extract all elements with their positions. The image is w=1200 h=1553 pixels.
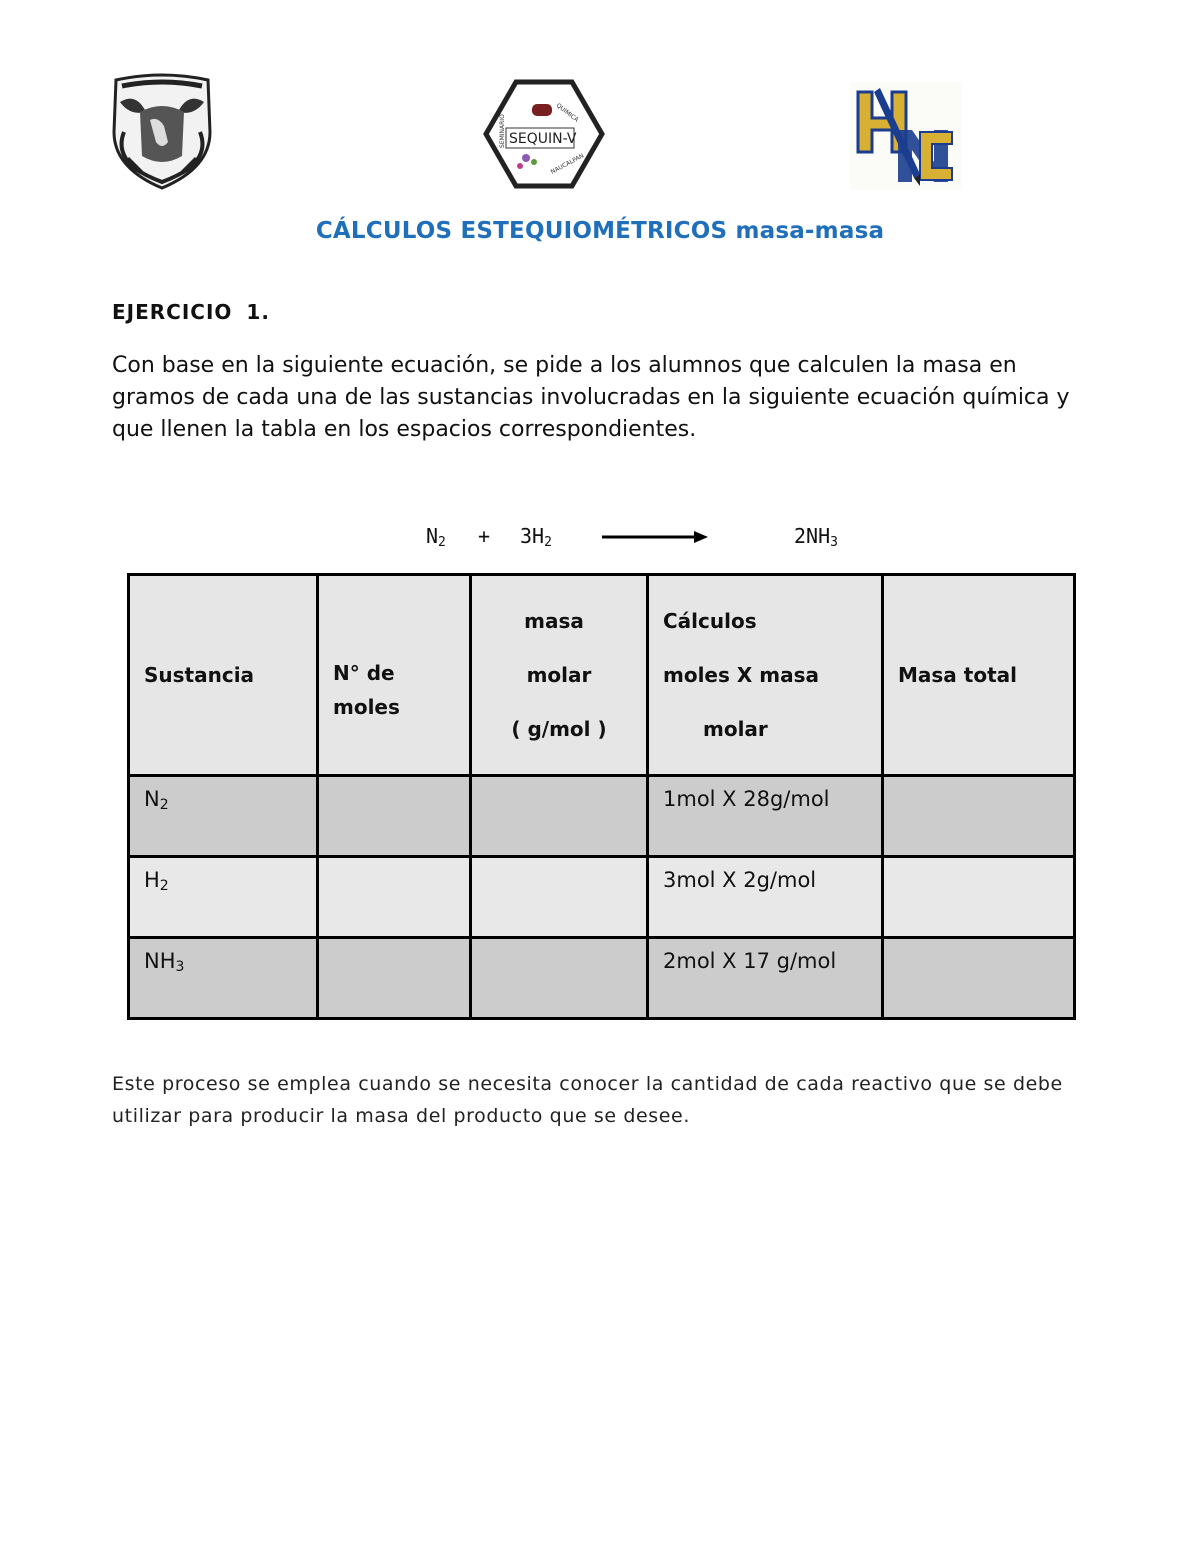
document-title: CÁLCULOS ESTEQUIOMÉTRICOS masa-masa: [315, 218, 885, 244]
exercise-label: EJERCICIO: [112, 300, 233, 324]
hnc-logo: [850, 82, 962, 190]
cell-masa-total-input[interactable]: [883, 938, 1075, 1019]
cell-sustancia: $N_2$: [129, 776, 318, 857]
cell-calculo: 1mol X 28g/mol: [648, 776, 883, 857]
stoichiometry-table: [127, 573, 1076, 1020]
header-masa-total: Masa total: [883, 575, 1075, 776]
equation-plus: +: [478, 524, 491, 548]
equation-reactant-2: $3H_2$: [520, 524, 552, 550]
cell-sustancia: $NH_3$: [129, 938, 318, 1019]
cell-masa-molar-input[interactable]: [471, 776, 648, 857]
cell-masa-molar-input[interactable]: [471, 938, 648, 1019]
equation-reactant-1: $N_2$: [426, 524, 446, 550]
footer-paragraph: Este proceso se emplea cuando se necesita conocer la cantidad de cada reactivo que se debe utilizar para producir la masa del producto que se desee.: [112, 1073, 1063, 1127]
table-header-row: [129, 575, 1075, 776]
cell-masa-total-input[interactable]: [883, 857, 1075, 938]
equation-product: $2NH_3$: [794, 524, 838, 550]
svg-text:QUIMICA: QUIMICA: [554, 102, 580, 124]
table-row: [129, 857, 1075, 938]
svg-text:NAUCALPAN: NAUCALPAN: [549, 152, 586, 176]
svg-text:SEMINARIO: SEMINARIO: [499, 114, 506, 148]
header-calculos: Cálculos moles X masa molar: [648, 575, 883, 776]
header-sustancia: Sustancia: [129, 575, 318, 776]
svg-text:SEQUIN-V: SEQUIN-V: [509, 131, 577, 147]
instructions-paragraph: Con base en la siguiente ecuación, se pide a los alumnos que calculen la masa en gramos de cada una de las sustancias involucradas en la siguiente ecuación química y que llenen la tabla en los espacios correspondientes.: [112, 353, 1070, 442]
cell-moles-input[interactable]: [318, 857, 471, 938]
cell-calculo: 2mol X 17 g/mol: [648, 938, 883, 1019]
cell-moles-input[interactable]: [318, 776, 471, 857]
unam-seal-logo: [106, 72, 218, 190]
table-row: [129, 776, 1075, 857]
exercise-heading: [112, 300, 270, 324]
exercise-number: 1.: [246, 300, 270, 324]
sequin-v-logo: [482, 78, 606, 190]
table-row: [129, 938, 1075, 1019]
cell-calculo: 3mol X 2g/mol: [648, 857, 883, 938]
reaction-arrow-icon: [602, 526, 710, 550]
cell-moles-input[interactable]: [318, 938, 471, 1019]
chemical-equation: [0, 524, 1200, 554]
cell-masa-molar-input[interactable]: [471, 857, 648, 938]
header-masa-molar: masa molar ( g/mol ): [471, 575, 648, 776]
cell-sustancia: $H_2$: [129, 857, 318, 938]
header-moles: N° de moles: [318, 575, 471, 776]
cell-masa-total-input[interactable]: [883, 776, 1075, 857]
